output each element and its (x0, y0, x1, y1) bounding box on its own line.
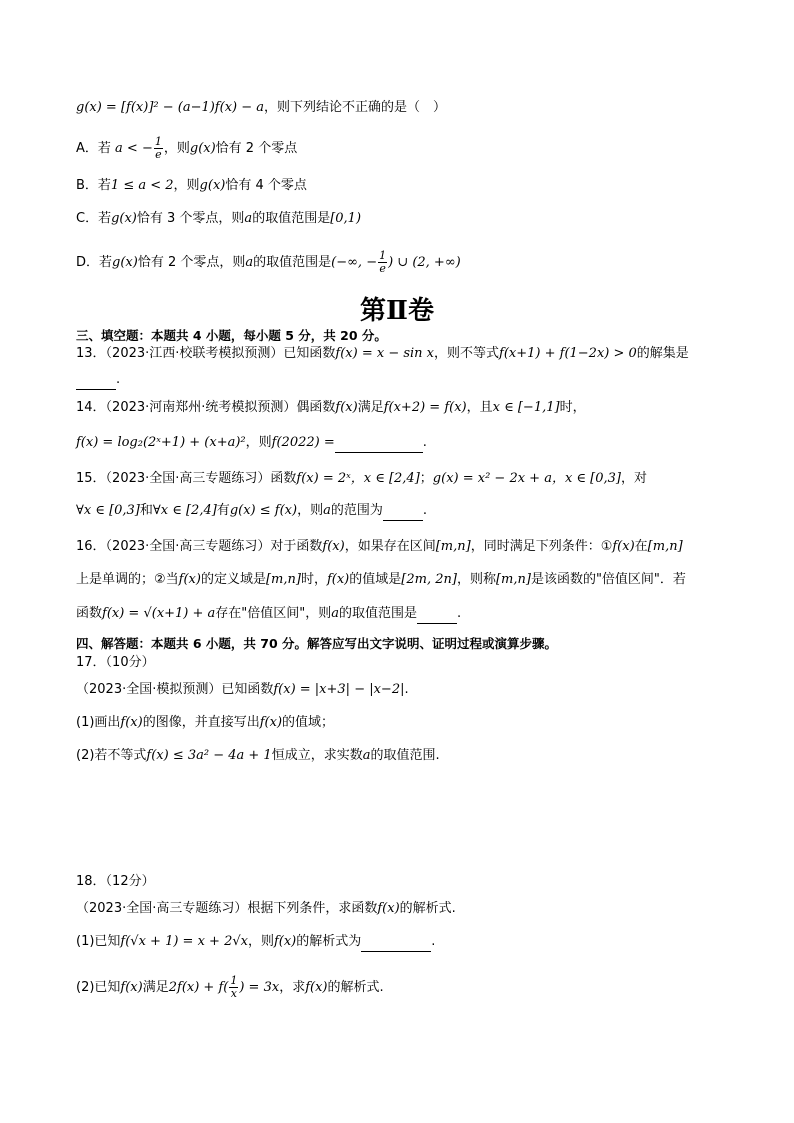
q16-l3-formula-2: a (331, 606, 340, 621)
q15-t2: ，对 (621, 471, 648, 486)
option-d-formula: g(x) (112, 255, 138, 270)
q16-l3-t1: 函数 (76, 606, 103, 621)
q12-stem-formula: g(x) = [f(x)]² − (a−1)f(x) − a (76, 100, 265, 115)
q18-p1-c: 的解析式为 (296, 934, 362, 949)
q14-t1: 满足 (357, 400, 384, 415)
option-c-text: 恰有 3 个零点，则 (136, 211, 245, 226)
q14-t3: 时， (559, 400, 586, 415)
q15-formula-3: ∀x ∈ [0,3] (76, 503, 140, 518)
q16-l2-t4: 的值域是 (349, 572, 402, 587)
q12-option-a (76, 136, 297, 161)
option-b-formula: 1 ≤ a < 2 (110, 178, 174, 193)
fraction-denominator: e (155, 148, 162, 161)
q18-p1-formula-2: f(x) (273, 934, 297, 949)
option-d-formula-3b: ) ∪ (2, +∞) (388, 255, 461, 270)
q18-p1-b: ，则 (247, 934, 274, 949)
fraction-numerator: 1 (230, 974, 238, 987)
q18-p2-formula-2b: ) = 3x (239, 980, 280, 995)
q16-l2-formula-5: [m,n] (495, 572, 531, 587)
q17-part-1 (76, 714, 334, 732)
q17-stem (76, 681, 409, 699)
q17-formula: f(x) = |x+3| − |x−2| (273, 682, 405, 697)
q16-l2-t6: 是该函数的"倍值区间"．若 (530, 572, 686, 587)
q12-stem-text: ，则下列结论不正确的是（ ） (264, 100, 447, 115)
q14-formula-1: f(x) (335, 400, 358, 415)
q16-l2-t2: 的定义域是 (200, 572, 266, 587)
q16-end: . (457, 606, 462, 621)
q16-formula-4: [m,n] (647, 539, 683, 554)
q18-p1-a: (1)已知 (76, 934, 121, 949)
q18-p2-formula-3: f(x) (305, 980, 328, 995)
q16-l3-t3: 的取值范围是 (339, 606, 418, 621)
q15-line-2 (76, 502, 427, 521)
q16-l2-formula-2: [m,n] (265, 572, 301, 587)
q17-p1-a: (1)画出 (76, 715, 121, 730)
q15-prefix: 15．（2023·全国·高三专题练习）函数 (76, 471, 297, 486)
q14-formula-2: f(x+2) = f(x) (383, 400, 467, 415)
q17-end: . (404, 682, 409, 697)
q13-line-2 (76, 371, 120, 390)
q16-l3-formula-1: f(x) = √(x+1) + a (102, 606, 216, 621)
q15-answer-blank[interactable] (383, 502, 423, 521)
q16-answer-blank[interactable] (417, 605, 457, 624)
q13-answer-blank[interactable] (76, 371, 116, 390)
q17-p1-formula-2: f(x) (259, 715, 283, 730)
option-c-formula-2: a (244, 211, 253, 226)
q14-line-1 (76, 399, 586, 417)
option-a-formula: a < − (115, 141, 153, 156)
q15-formula-4: ∀x ∈ [2,4] (152, 503, 217, 518)
q16-formula-1: f(x) (322, 539, 345, 554)
q15-t6: 的范围为 (330, 503, 383, 518)
q18-p1-end: . (431, 934, 436, 949)
q13-line-1 (76, 345, 689, 363)
q13-formula-1: f(x) = x − sin x (335, 346, 435, 361)
fraction-denominator: x (230, 987, 237, 1000)
option-b-formula-2: g(x) (199, 178, 226, 193)
q14-formula-5: f(2022) = (271, 435, 335, 450)
q18-source-formula: f(x) (377, 901, 400, 916)
q18-part-1 (76, 933, 435, 952)
q18-p2-fraction (229, 975, 238, 1000)
q14-answer-blank[interactable] (335, 434, 423, 453)
q18-number: 18．（12分） (76, 874, 155, 889)
q15-formula-2: g(x) = x² − 2x + a，x ∈ [0,3] (432, 471, 621, 486)
option-d-text-2: 的取值范围是 (253, 255, 332, 270)
q16-l2-t1: 上是单调的；②当 (76, 572, 179, 587)
q12-option-b (76, 177, 307, 195)
q17-part-2 (76, 747, 440, 765)
q14-t4: ，则 (245, 435, 272, 450)
q16-formula-2: [m,n] (435, 539, 471, 554)
q14-formula-4: f(x) = log₂(2ˣ+1) + (x+a)² (76, 435, 246, 450)
option-c-label: C．若 (76, 211, 112, 226)
q16-t1: ，如果存在区间 (344, 539, 436, 554)
q15-formula-5: g(x) ≤ f(x) (229, 503, 298, 518)
q17-number: 17．（10分） (76, 655, 155, 670)
q18-p2-a: (2)已知 (76, 980, 121, 995)
q16-line-1 (76, 538, 683, 556)
option-a-label: A．若 (76, 141, 111, 156)
option-a-text-2: 恰有 2 个零点 (215, 141, 298, 156)
q17-p2-c: 的取值范围. (370, 748, 440, 763)
q17-p2-formula-2: a (362, 748, 371, 763)
option-b-text-2: 恰有 4 个零点 (225, 178, 307, 193)
q18-p1-formula-1: f(√x + 1) = x + 2√x (120, 934, 248, 949)
q15-t3: 和 (139, 503, 153, 518)
fraction-numerator: 1 (154, 135, 162, 148)
q18-p2-formula-2a: 2f(x) + f( (168, 980, 229, 995)
q13-suffix: 的解集是 (636, 346, 689, 361)
option-d-label: D．若 (76, 255, 113, 270)
q17-p1-formula-1: f(x) (120, 715, 143, 730)
q16-l2-formula-3: f(x) (326, 572, 350, 587)
q17-source: （2023·全国·模拟预测）已知函数 (76, 682, 274, 697)
section-title: 第Ⅱ卷 (360, 296, 434, 326)
section-3-heading: 三、填空题：本题共 4 小题，每小题 5 分，共 20 分。 (76, 328, 387, 343)
option-c-text-2: 的取值范围是 (252, 211, 331, 226)
q14-end: . (422, 435, 427, 450)
q17-p1-c: 的值域； (282, 715, 335, 730)
q12-option-c (76, 210, 361, 228)
q16-l3-t2: 存在"倍值区间"，则 (215, 606, 332, 621)
q12-stem (76, 99, 446, 117)
option-a-fraction (154, 136, 163, 161)
q17-p1-b: 的图像，并直接写出 (142, 715, 260, 730)
q16-l2-formula-1: f(x) (178, 572, 201, 587)
q14-formula-3: x ∈ [−1,1] (492, 400, 560, 415)
option-a-formula-2: g(x) (189, 141, 216, 156)
option-d-formula-2: a (245, 255, 254, 270)
q16-l2-formula-4: [2m, 2n] (401, 572, 457, 587)
q18-p2-formula-1: f(x) (120, 980, 143, 995)
q17-p2-formula-1: f(x) ≤ 3a² − 4a + 1 (146, 748, 272, 763)
q16-line-3 (76, 605, 461, 624)
option-c-formula: g(x) (111, 211, 137, 226)
q16-t2: ，同时满足下列条件：① (470, 539, 613, 554)
q18-part-2 (76, 975, 384, 1000)
fraction-denominator: e (379, 262, 386, 275)
q17-p2-b: 恒成立，求实数 (271, 748, 363, 763)
q18-source: （2023·全国·高三专题练习）根据下列条件，求函数 (76, 901, 378, 916)
q18-source-end: 的解析式. (399, 901, 456, 916)
option-a-text: ，则 (163, 141, 190, 156)
q14-line-2 (76, 434, 427, 453)
q16-t3: 在 (634, 539, 648, 554)
q12-option-d (76, 250, 461, 275)
q18-p2-d: 的解析式. (327, 980, 384, 995)
q15-formula-6: a (323, 503, 331, 518)
q13-formula-2: f(x+1) + f(1−2x) > 0 (499, 346, 637, 361)
q15-end: . (422, 503, 427, 518)
option-d-fraction (378, 250, 387, 275)
option-d-text: 恰有 2 个零点，则 (137, 255, 246, 270)
q16-l2-t5: ，则称 (456, 572, 496, 587)
q18-p2-c: ，求 (279, 980, 306, 995)
q13-mid: ，则不等式 (434, 346, 500, 361)
q15-line-1 (76, 470, 647, 488)
fraction-numerator: 1 (379, 249, 387, 262)
section-4-heading: 四、解答题：本题共 6 小题，共 70 分。解答应写出文字说明、证明过程或演算步骤。 (76, 636, 558, 651)
q16-prefix: 16．（2023·全国·高三专题练习）对于函数 (76, 539, 323, 554)
q15-formula-1: f(x) = 2ˣ，x ∈ [2,4] (296, 471, 420, 486)
option-c-formula-3: [0,1) (330, 211, 362, 226)
q16-formula-3: f(x) (612, 539, 635, 554)
q13-end: . (116, 372, 121, 387)
q16-line-2 (76, 571, 686, 589)
q15-t4: 有 (216, 503, 230, 518)
q18-answer-blank[interactable] (361, 933, 431, 952)
q14-prefix: 14．（2023·河南郑州·统考模拟预测）偶函数 (76, 400, 336, 415)
q18-stem (76, 900, 456, 918)
q18-p2-b: 满足 (142, 980, 169, 995)
option-d-formula-3a: (−∞, − (331, 255, 378, 270)
q13-prefix: 13．（2023·江西·校联考模拟预测）已知函数 (76, 346, 336, 361)
q16-l2-t3: 时， (300, 572, 327, 587)
q14-t2: ，且 (466, 400, 493, 415)
q17-p2-a: (2)若不等式 (76, 748, 147, 763)
option-b-label: B．若 (76, 178, 111, 193)
q15-t1: ； (419, 471, 433, 486)
option-b-text: ，则 (173, 178, 200, 193)
q15-t5: ，则 (297, 503, 324, 518)
